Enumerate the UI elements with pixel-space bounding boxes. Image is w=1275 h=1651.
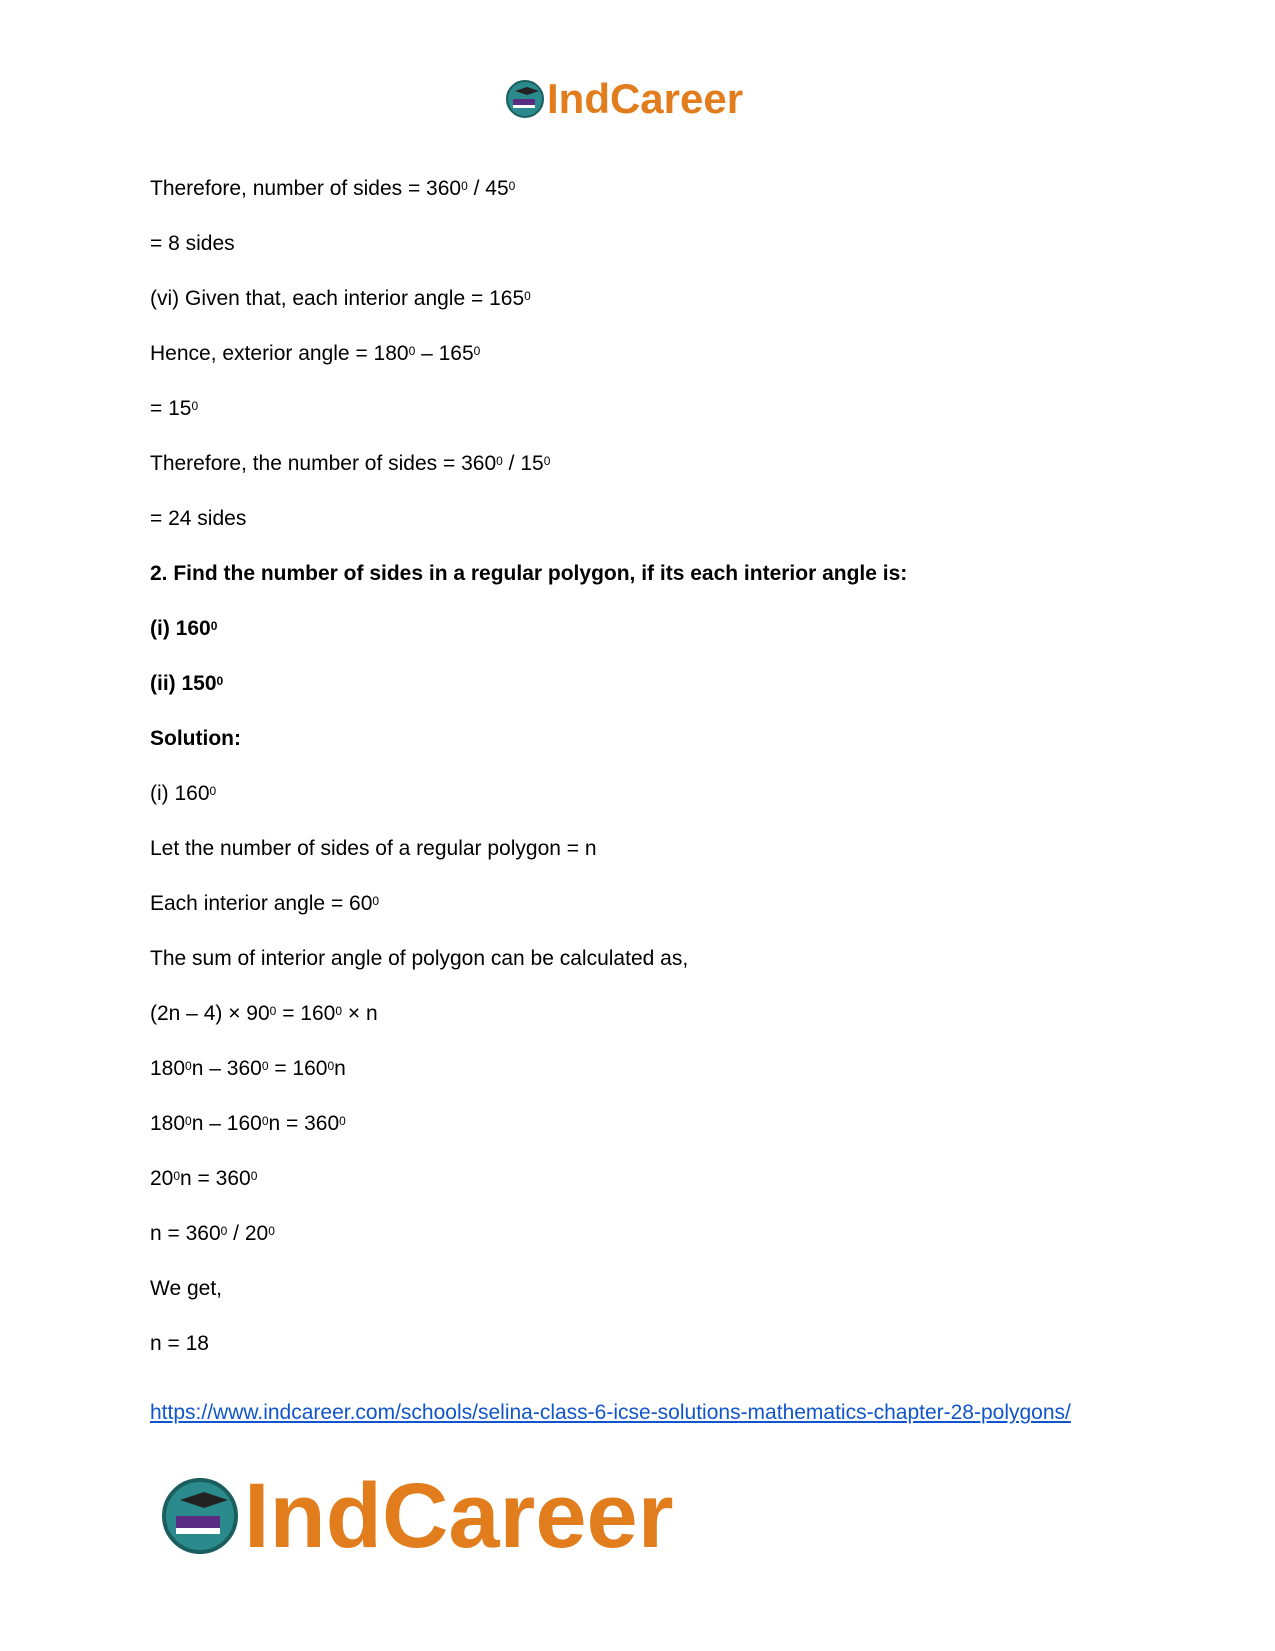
globe-book-icon <box>505 79 545 119</box>
superscript: 0 <box>508 179 516 193</box>
text-segment: / 15 <box>502 452 544 475</box>
text-segment: Let the number of sides of a regular polygon = n <box>150 837 597 860</box>
source-link[interactable]: https://www.indcareer.com/schools/selina-class-6-icse-solutions-mathematics-chapter-28-polygons/ <box>150 1401 1071 1424</box>
text-segment: (i) 160 <box>150 782 210 805</box>
text-segment: = 160 <box>268 1057 328 1080</box>
document-body <box>150 175 1130 1385</box>
superscript: 0 <box>268 1224 275 1238</box>
text-line <box>150 835 1130 863</box>
text-segment: 2. Find the number of sides in a regular polygon, if its each interior angle is: <box>150 562 908 585</box>
text-segment: Hence, exterior angle = 180 <box>150 342 409 365</box>
text-line <box>150 340 1130 368</box>
brand-wordmark: IndCareer <box>244 1465 674 1567</box>
text-segment: = 24 sides <box>150 507 247 530</box>
superscript: 0 <box>261 1059 269 1073</box>
text-line <box>150 1275 1130 1303</box>
superscript: 0 <box>473 344 481 358</box>
text-line <box>150 945 1130 973</box>
text-segment: (i) 160 <box>150 617 211 640</box>
superscript: 0 <box>335 1004 343 1018</box>
text-segment: n = 360 <box>268 1112 340 1135</box>
text-line <box>150 175 1130 203</box>
text-segment: 180 <box>150 1057 186 1080</box>
text-segment: n = 18 <box>150 1332 209 1355</box>
text-segment: (2n – 4) × 90 <box>150 1002 270 1025</box>
superscript: 0 <box>209 784 217 798</box>
text-line <box>150 285 1130 313</box>
text-segment: = 160 <box>276 1002 336 1025</box>
text-line <box>150 1055 1130 1083</box>
text-segment: Therefore, number of sides = 360 <box>150 177 462 200</box>
text-segment: / 20 <box>227 1222 269 1245</box>
text-line <box>150 450 1130 478</box>
text-segment: / 45 <box>467 177 509 200</box>
superscript: 0 <box>173 1169 181 1183</box>
superscript: 0 <box>191 399 199 413</box>
text-line <box>150 505 1130 533</box>
text-line <box>150 890 1130 918</box>
superscript: 0 <box>216 674 224 688</box>
text-segment: n – 160 <box>191 1112 262 1135</box>
footer-logo <box>160 1465 674 1567</box>
text-line <box>150 670 1130 698</box>
text-segment: (ii) 150 <box>150 672 217 695</box>
superscript: 0 <box>327 1059 335 1073</box>
text-line <box>150 560 1130 588</box>
text-segment: 180 <box>150 1112 186 1135</box>
text-line <box>150 1165 1130 1193</box>
text-segment: × n <box>342 1002 378 1025</box>
text-line <box>150 230 1130 258</box>
text-segment: We get, <box>150 1277 222 1300</box>
superscript: 0 <box>543 454 551 468</box>
superscript: 0 <box>185 1059 192 1073</box>
superscript: 0 <box>372 894 380 908</box>
superscript: 0 <box>524 289 531 303</box>
text-segment: n = 360 <box>150 1222 221 1245</box>
superscript: 0 <box>461 179 468 193</box>
text-segment: Each interior angle = 60 <box>150 892 373 915</box>
text-segment: n = 360 <box>180 1167 251 1190</box>
text-line <box>150 1220 1130 1248</box>
text-line <box>150 395 1130 423</box>
text-segment: n <box>334 1057 346 1080</box>
globe-book-icon <box>160 1476 240 1556</box>
text-line <box>150 1330 1130 1358</box>
text-line <box>150 1000 1130 1028</box>
superscript: 0 <box>339 1114 346 1128</box>
superscript: 0 <box>250 1169 258 1183</box>
brand-wordmark: IndCareer <box>547 75 744 122</box>
text-line <box>150 615 1130 643</box>
superscript: 0 <box>220 1224 228 1238</box>
text-line <box>150 725 1130 753</box>
text-line <box>150 780 1130 808</box>
header-logo <box>505 75 744 122</box>
text-segment: Solution: <box>150 727 241 750</box>
text-segment: n – 360 <box>191 1057 262 1080</box>
superscript: 0 <box>261 1114 269 1128</box>
superscript: 0 <box>210 619 218 633</box>
superscript: 0 <box>496 454 503 468</box>
superscript: 0 <box>269 1004 277 1018</box>
text-segment: (vi) Given that, each interior angle = 165 <box>150 287 525 310</box>
text-segment: 20 <box>150 1167 174 1190</box>
superscript: 0 <box>408 344 416 358</box>
text-segment: The sum of interior angle of polygon can be calculated as, <box>150 947 689 970</box>
text-segment: = 15 <box>150 397 192 420</box>
text-segment: = 8 sides <box>150 232 235 255</box>
text-segment: – 165 <box>415 342 474 365</box>
superscript: 0 <box>185 1114 192 1128</box>
text-segment: Therefore, the number of sides = 360 <box>150 452 497 475</box>
text-line <box>150 1110 1130 1138</box>
